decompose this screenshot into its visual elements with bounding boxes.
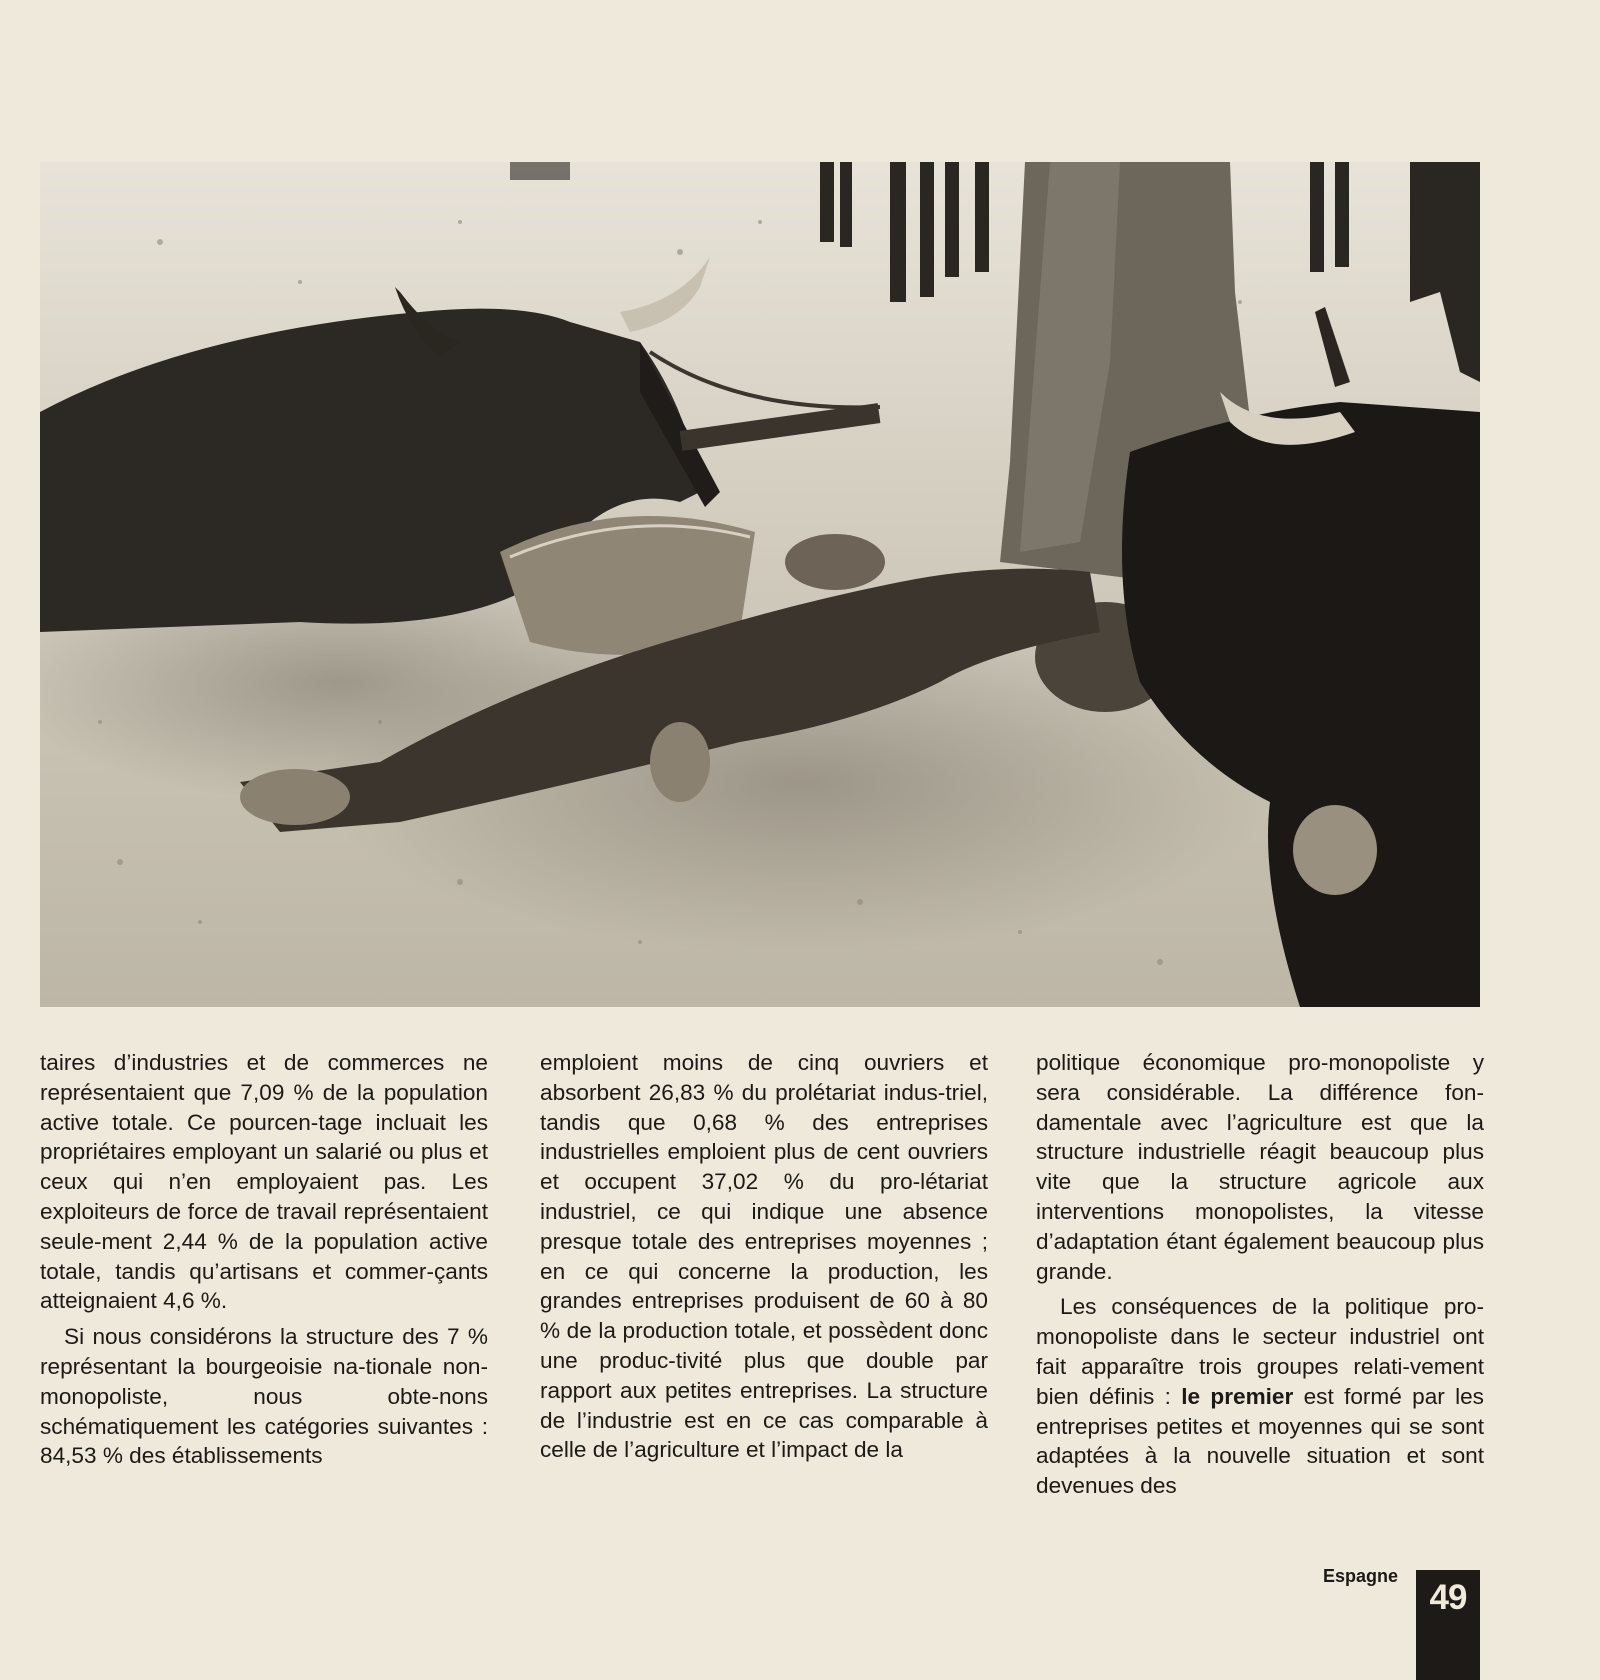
paragraph-text: Les conséquences de la politique pro-monopoliste dans le secteur industriel ont fait apparaître trois groupes relati-vement bien définis :: [1036, 1294, 1484, 1409]
section-label: Espagne: [1322, 1566, 1398, 1586]
paragraph: [1036, 1292, 1484, 1501]
photo-oxen-resting-icon: [40, 162, 1480, 1007]
article-body: [40, 1048, 1484, 1508]
text-column-3: [1036, 1048, 1484, 1507]
page-number: 49: [1429, 1578, 1467, 1617]
paragraph: taires d’industries et de commerces ne représentaient que 7,09 % de la population active totale. Ce pourcen-tage incluait les propriétaires employant un salarié ou plus et ceux qui n’en employaient pas. Les exploiteurs de force de travail représentaient seule-ment 2,44 % de la population active totale, tandis qu’artisans et commer-çants atteignaient 4,6 %.: [40, 1050, 488, 1314]
paragraph: Si nous considérons la structure des 7 % représentant la bourgeoisie na-tionale non-monopoliste, nous obte-nons schématiquement les catégories suivantes : 84,53 % des établissements: [40, 1324, 488, 1469]
paragraph-text: est formé par les entreprises petites et moyennes qui se sont adaptées à la nouvelle situation et sont devenues des: [1036, 1383, 1484, 1499]
paragraph: emploient moins de cinq ouvriers et absorbent 26,83 % du prolétariat indus-triel, tandis que 0,68 % des entreprises industrielles emploient plus de cent ouvriers et occupent 37,02 % du pro-létariat industriel, ce qui indique une absence presque totale des entreprises moyennes ; en ce qui concerne la production, les grandes entreprises produisent de 60 à 80 % de la production totale, et possèdent donc une produc-tivité plus que double par rapport aux petites entreprises. La structure de l’industrie est en ce cas comparable à celle de l’agriculture et l’impact de la: [540, 1050, 988, 1463]
page-number-box: [1416, 1570, 1480, 1680]
paragraph: politique économique pro-monopoliste y sera considérable. La différence fon-damentale avec l’agriculture est que la structure industrielle réagit beaucoup plus vite que la structure agricole aux interventions monopolistes, la vitesse d’adaptation étant également beaucoup plus grande.: [1036, 1050, 1484, 1284]
text-column-1: [40, 1048, 488, 1477]
emphasis-text: le premier: [1181, 1383, 1294, 1409]
text-column-2: [540, 1048, 988, 1471]
article-photo: [40, 162, 1480, 1007]
